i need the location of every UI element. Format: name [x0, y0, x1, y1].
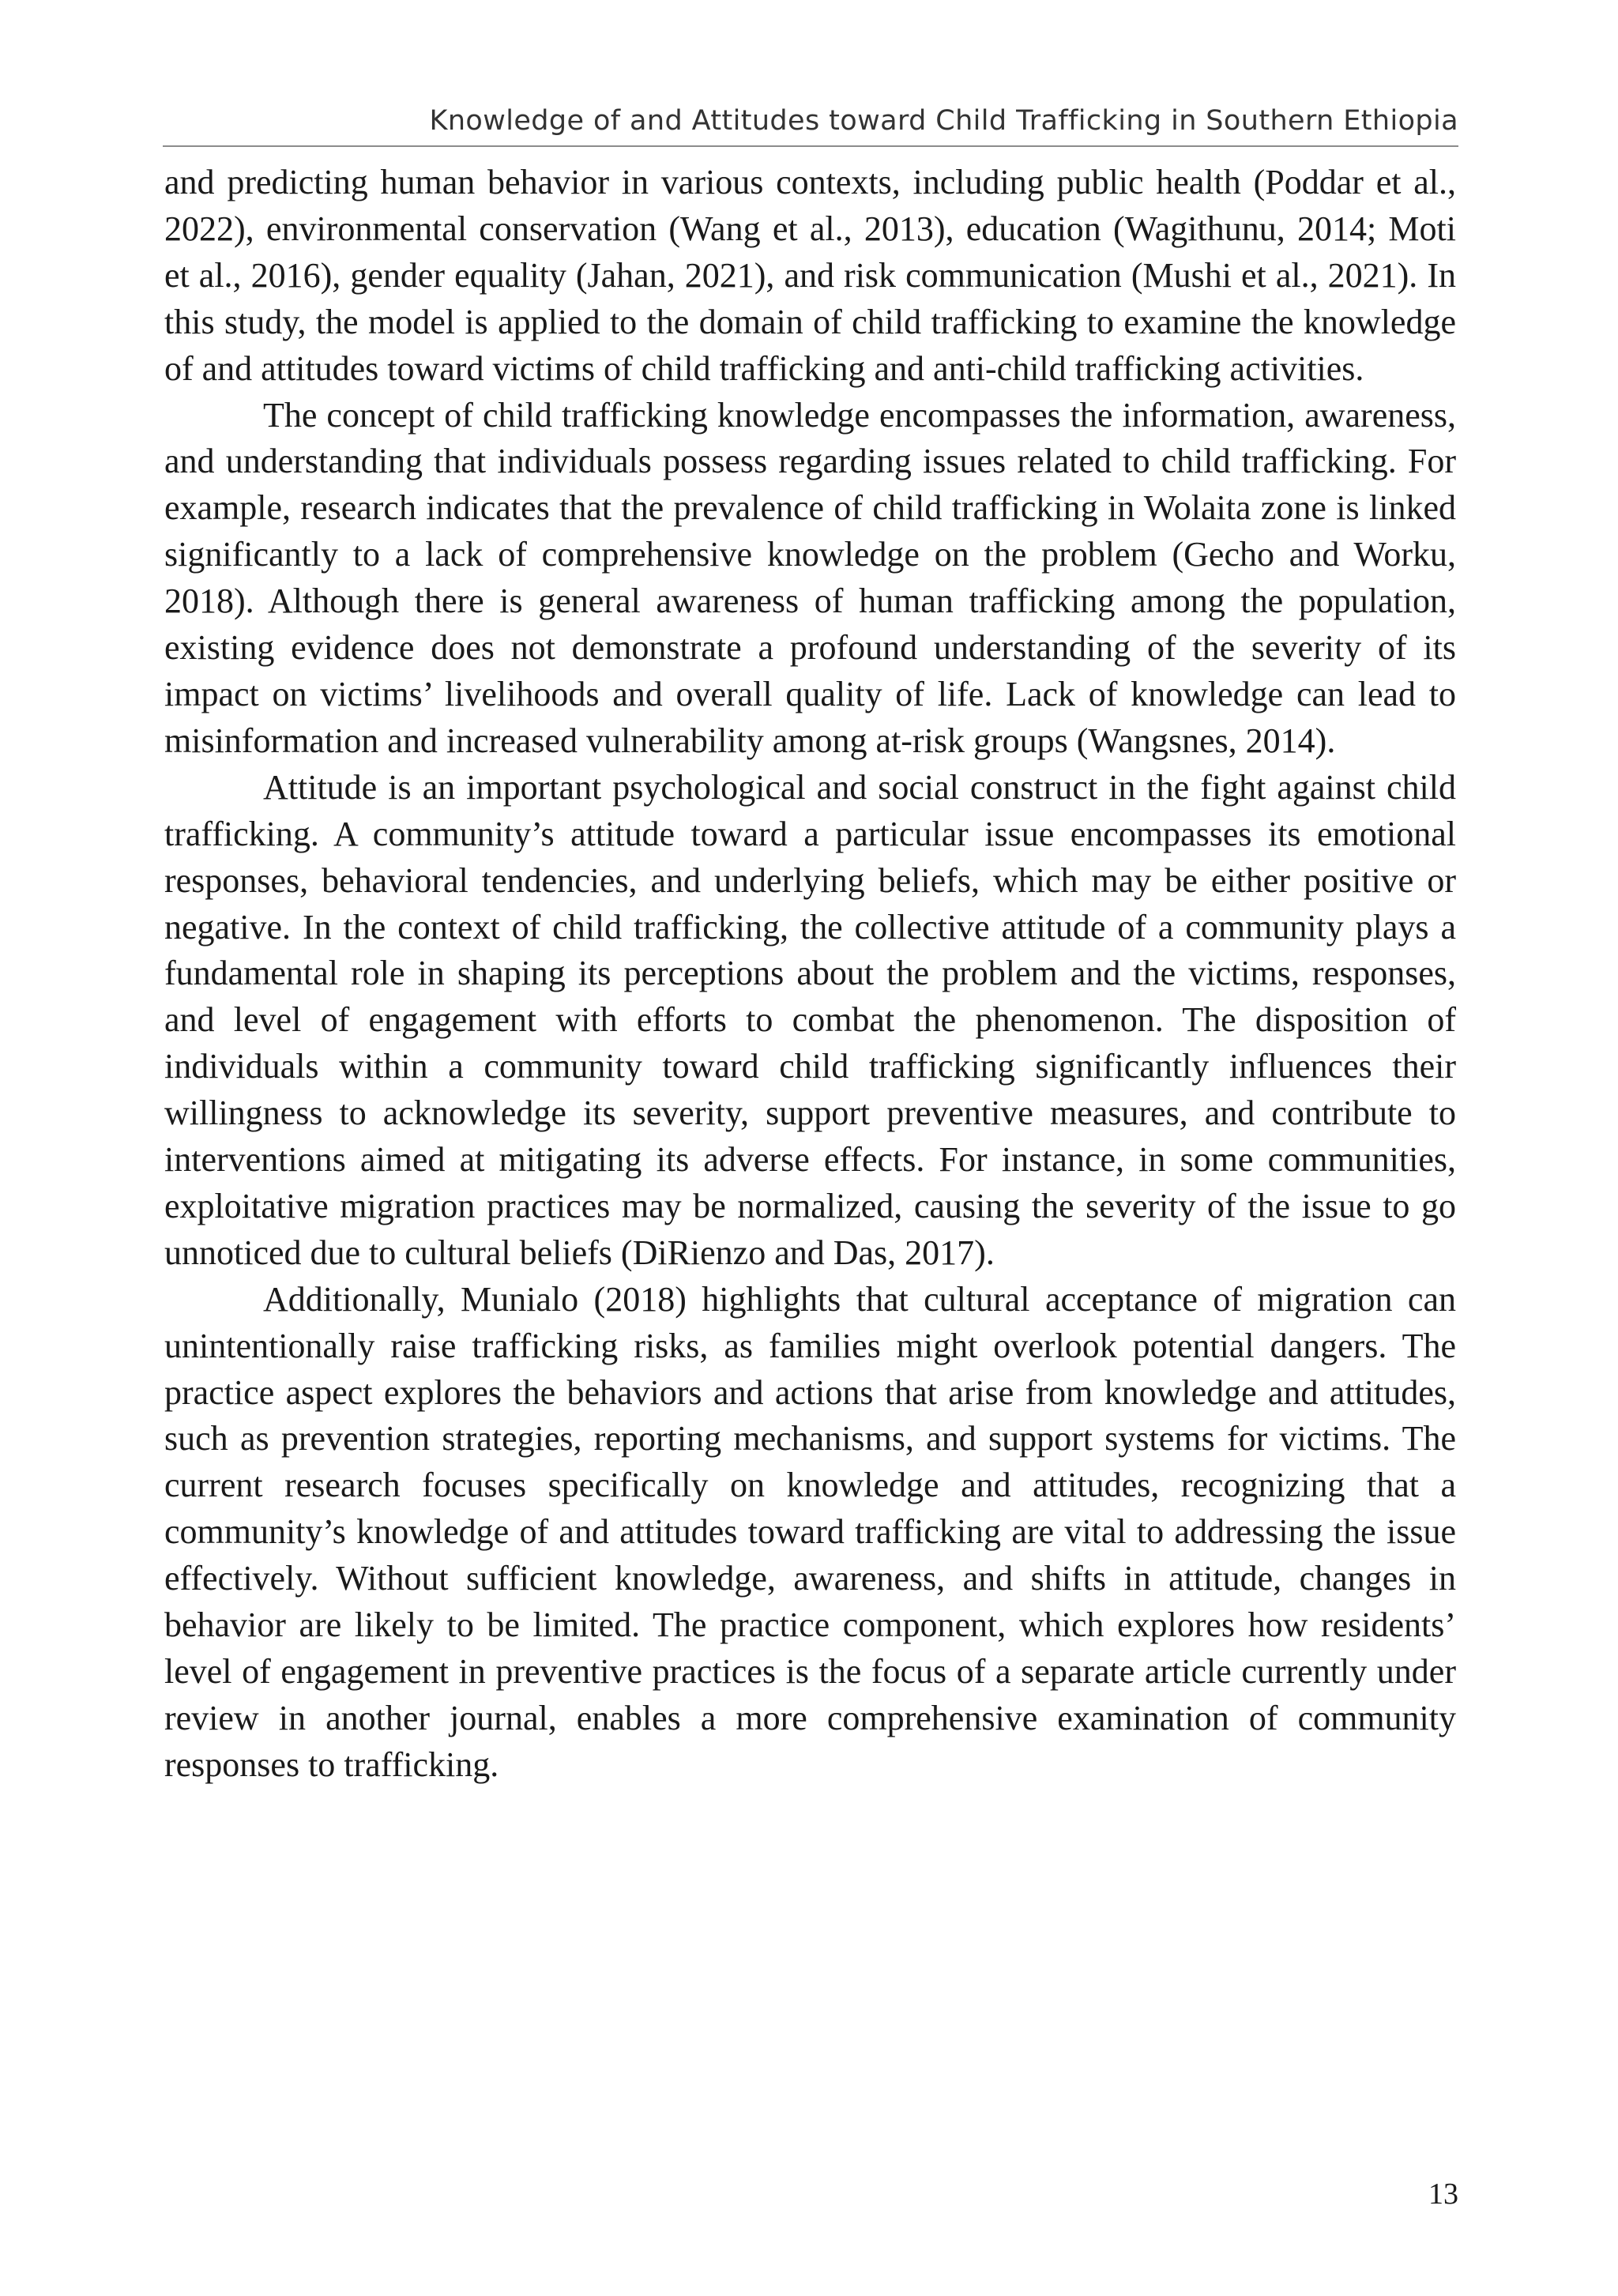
page-number: 13 [1428, 2177, 1458, 2211]
running-header: Knowledge of and Attitudes toward Child Trafficking in Southern Ethiopia [429, 105, 1458, 137]
paragraph-practice: Additionally, Munialo (2018) highlights that cultural acceptance of migration can unintentionally raise trafficking risks, as families might overlook potential dangers. The practice aspect explores the behaviors and actions that arise from knowledge and attitudes, such as prevention strategies, reporting mechanisms, and support systems for victims. The current research focuses specifically on knowledge and attitudes, recognizing that a community’s knowledge of and attitudes toward trafficking are vital to addressing the issue effectively. Without sufficient knowledge, awareness, and shifts in attitude, changes in behavior are likely to be limited. The practice component, which explores how residents’ level of engagement in preventive practices is the focus of a separate article currently under review in another journal, enables a more comprehensive examination of community responses to trafficking. [164, 1279, 1456, 1784]
paragraph-continued: and predicting human behavior in various contexts, including public health (Poddar et al., 2022), environmental conservation (Wang et al., 2013), education (Wagithunu, 2014; Moti et al., 2016), gender equality (Jahan, 2021), and risk communication (Mushi et al., 2021). In this study, the model is applied to the domain of child trafficking to examine the knowledge of and attitudes toward victims of child trafficking and anti-child trafficking activities. [164, 163, 1456, 388]
body-text [164, 160, 1456, 1789]
paragraph-attitude: Attitude is an important psychological and social construct in the fight against child trafficking. A community’s attitude toward a particular issue encompasses its emotional responses, behavioral tendencies, and underlying beliefs, which may be either positive or negative. In the context of child trafficking, the collective attitude of a community plays a fundamental role in shaping its perceptions about the problem and the victims, responses, and level of engagement with efforts to combat the phenomenon. The disposition of individuals within a community toward child trafficking significantly influences their willingness to acknowledge its severity, support preventive measures, and contribute to interventions aimed at mitigating its adverse effects. For instance, in some communities, exploitative migration practices may be normalized, causing the severity of the issue to go unnoticed due to cultural beliefs (DiRienzo and Das, 2017). [164, 767, 1456, 1272]
header-divider [163, 145, 1458, 147]
paragraph-knowledge: The concept of child trafficking knowledge encompasses the information, awareness, and understanding that individuals possess regarding issues related to child trafficking. For example, research indicates that the prevalence of child trafficking in Wolaita zone is linked significantly to a lack of comprehensive knowledge on the problem (Gecho and Worku, 2018). Although there is general awareness of human trafficking among the population, existing evidence does not demonstrate a profound understanding of the severity of its impact on victims’ livelihoods and overall quality of life. Lack of knowledge can lead to misinformation and increased vulnerability among at-risk groups (Wangsnes, 2014). [164, 395, 1456, 760]
